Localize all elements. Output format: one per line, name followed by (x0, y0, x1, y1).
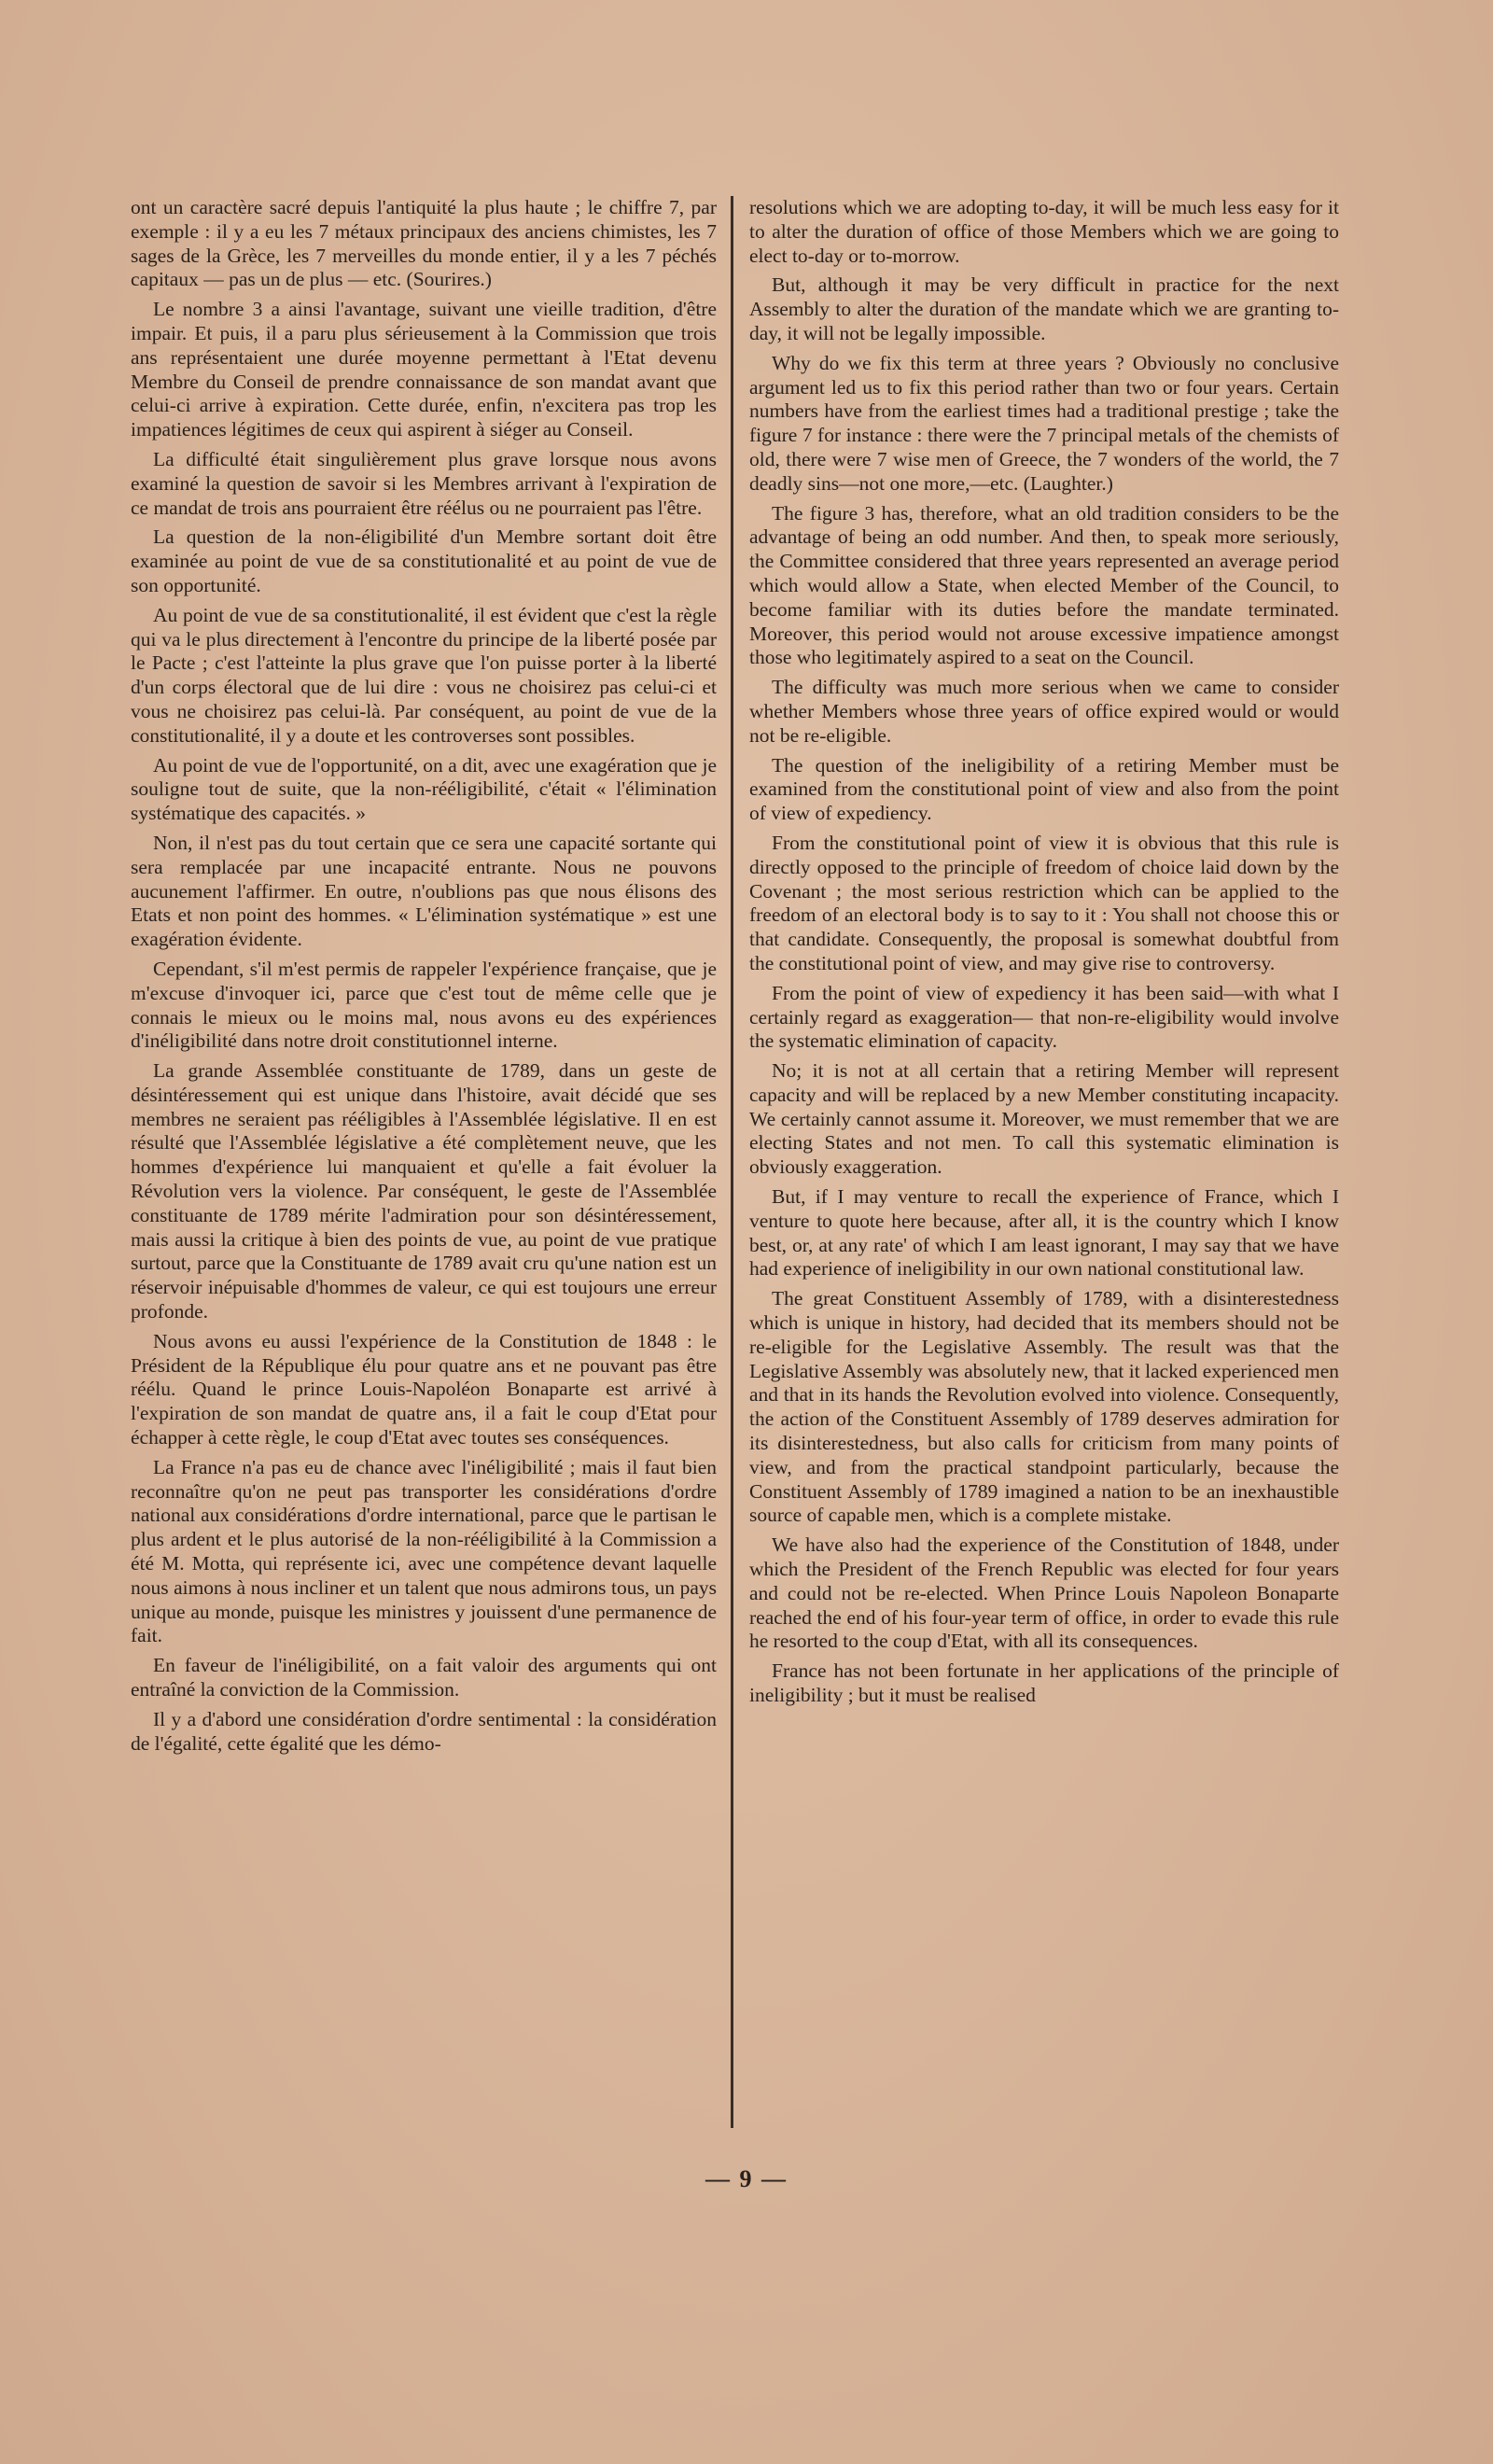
french-paragraph: La difficulté était singulièrement plus grave lorsque nous avons examiné la question de savoir si les Membres arrivant à l'expiration de ce mandat de trois ans pourraient être réélus ou ne pourraient pas l'être. (131, 447, 717, 519)
english-column (749, 196, 1339, 1714)
english-paragraph: No; it is not at all certain that a retiring Member will represent capacity and will be replaced by a new Member constituting incapacity. We certainly cannot assume it. Moreover, we must remember that we are electing States and not men. To call this systematic elimination is obviously exaggeration. (749, 1059, 1339, 1179)
english-paragraph: The question of the ineligibility of a retiring Member must be examined from the constitutional point of view and also from the point of view of expediency. (749, 753, 1339, 825)
french-paragraph: ont un caractère sacré depuis l'antiquité la plus haute ; le chiffre 7, par exemple : il y a eu les 7 métaux principaux des anciens chimistes, les 7 sages de la Grèce, les 7 merveilles du monde entier, il y a les 7 péchés capitaux — pas un de plus — etc. (Sourires.) (131, 196, 717, 291)
english-paragraph: Why do we fix this term at three years ? Obviously no conclusive argument led us to fix this period rather than two or four years. Certain numbers have from the earliest times had a traditional prestige ; take the figure 7 for instance : there were the 7 principal metals of the chemists of old, there were 7 wise men of Greece, the 7 wonders of the world, the 7 deadly sins—not one more,—etc. (Laughter.) (749, 351, 1339, 495)
french-paragraph: Au point de vue de l'opportunité, on a dit, avec une exagération que je souligne tout de suite, que la non-rééligibilité, c'était « l'élimination systématique des capacités. » (131, 753, 717, 825)
english-paragraph: From the constitutional point of view it is obvious that this rule is directly opposed to the principle of freedom of choice laid down by the Covenant ; the most serious restriction which can be applied to the freedom of an electoral body is to say to it : You shall not choose this or that candidate. Consequently, the proposal is somewhat doubtful from the constitutional point of view, and may give rise to controversy. (749, 831, 1339, 974)
english-paragraph: The figure 3 has, therefore, what an old tradition considers to be the advantage of being an odd number. And then, to speak more seriously, the Committee considered that three years represented an average period which would allow a State, when elected Member of the Council, to become familiar with its duties before the mandate terminated. Moreover, this period would not arouse excessive impatience amongst those who legitimately aspired to a seat on the Council. (749, 501, 1339, 669)
english-paragraph: The great Constituent Assembly of 1789, with a disinterestedness which is unique in history, had decided that its members should not be re-eligible for the Legislative Assembly. The result was that the Legislative Assembly was absolutely new, that it lacked experienced men and that in its hands the Revolution evolved into violence. Consequently, the action of the Constituent Assembly of 1789 deserves admiration for its disinterestedness, but also calls for criticism from many points of view, and from the practical standpoint particularly, because the Constituent Assembly of 1789 imagined a nation to be an inexhaustible source of capable men, which is a complete mistake. (749, 1287, 1339, 1527)
english-paragraph: From the point of view of expediency it has been said—with what I certainly regard as exaggeration— that non-re-eligibility would involve the systematic elimination of capacity. (749, 981, 1339, 1053)
french-paragraph: La France n'a pas eu de chance avec l'inéligibilité ; mais il faut bien reconnaître qu'on ne peut pas transporter les considérations d'ordre national aux considérations d'ordre international, parce que le partisan le plus ardent et le plus autorisé de la non-rééligibilité à la Commission a été M. Motta, qui représente ici, avec une compétence devant laquelle nous aimons à nous incliner et un talent que nous admirons tous, un pays unique au monde, puisque les ministres y jouissent d'une permanence de fait. (131, 1455, 717, 1647)
page-number: — 9 — (705, 2165, 788, 2192)
french-paragraph: Au point de vue de sa constitutionalité, il est évident que c'est la règle qui va le plus directement à l'encontre du principe de la liberté posée par le Pacte ; c'est l'atteinte la plus grave que l'on puisse porter à la liberté d'un corps électoral que de lui dire : vous ne choisirez pas celui-ci et vous ne choisirez pas celui-là. Par conséquent, au point de vue de la constitutionalité, il y a doute et les controverses sont possibles. (131, 603, 717, 747)
english-paragraph: France has not been fortunate in her applications of the principle of ineligibility ; but it must be realised (749, 1659, 1339, 1707)
french-column (131, 196, 717, 1761)
english-paragraph: But, if I may venture to recall the experience of France, which I venture to quote here because, after all, it is the country which I know best, or, at any rate' of which I am least ignorant, I may say that we have had experience of ineligibility in our own national constitutional law. (749, 1185, 1339, 1281)
french-paragraph: La grande Assemblée constituante de 1789, dans un geste de désintéressement qui est unique dans l'histoire, avait décidé que ses membres ne seraient pas rééligibles à l'Assemblée législative. Il en est résulté que l'Assemblée législative a été complètement neuve, que les hommes d'expérience lui manquaient et qu'elle a fait évoluer la Révolution vers la violence. Par conséquent, le geste de l'Assemblée constituante de 1789 mérite l'admiration pour son désintéressement, mais aussi la critique à bien des points de vue, au point de vue pratique surtout, parce que la Constituante de 1789 avait cru qu'une nation est un réservoir inépuisable d'hommes de valeur, ce qui est toujours une erreur profonde. (131, 1059, 717, 1323)
french-paragraph: Il y a d'abord une considération d'ordre sentimental : la considération de l'égalité, cette égalité que les démo- (131, 1707, 717, 1755)
french-paragraph: La question de la non-éligibilité d'un Membre sortant doit être examinée au point de vue de sa constitutionalité et au point de vue de son opportunité. (131, 525, 717, 596)
english-paragraph: The difficulty was much more serious when we came to consider whether Members whose three years of office expired would or would not be re-eligible. (749, 676, 1339, 747)
french-paragraph: Non, il n'est pas du tout certain que ce sera une capacité sortante qui sera remplacée par une incapacité entrante. Nous ne pouvons aucunement l'affirmer. En outre, n'oublions pas que nous élisons des Etats et non point des hommes. « L'élimination systématique » est une exagération évidente. (131, 831, 717, 951)
french-paragraph: Nous avons eu aussi l'expérience de la Constitution de 1848 : le Président de la République élu pour quatre ans et ne pouvant pas être réélu. Quand le prince Louis-Napoléon Bonaparte est arrivé à l'expiration de son mandat de quatre ans, il a fait le coup d'Etat pour échapper à cette règle, le coup d'Etat avec toutes ses conséquences. (131, 1329, 717, 1449)
french-paragraph: En faveur de l'inéligibilité, on a fait valoir des arguments qui ont entraîné la conviction de la Commission. (131, 1654, 717, 1701)
column-divider (731, 196, 733, 2128)
french-paragraph: Le nombre 3 a ainsi l'avantage, suivant une vieille tradition, d'être impair. Et puis, il a paru plus sérieusement à la Commission que trois ans représentaient une durée moyenne permettant à l'Etat devenu Membre du Conseil de prendre connaissance de son mandat avant que celui-ci arrive à expiration. Cette durée, enfin, n'excitera pas trop les impatiences légitimes de ceux qui aspirent à siéger au Conseil. (131, 298, 717, 441)
english-paragraph: We have also had the experience of the Constitution of 1848, under which the President of the French Republic was elected for four years and could not be re-elected. When Prince Louis Napoleon Bonaparte reached the end of his four-year term of office, in order to evade this rule he resorted to the coup d'Etat, with all its consequences. (749, 1533, 1339, 1653)
english-paragraph: But, although it may be very difficult in practice for the next Assembly to alter the duration of the mandate which we are granting to-day, it will not be legally impossible. (749, 273, 1339, 344)
french-paragraph: Cependant, s'il m'est permis de rappeler l'expérience française, que je m'excuse d'invoquer ici, parce que c'est tout de même celle que je connais le mieux ou le moins mal, nous avons eu des expériences d'inéligibilité dans notre droit constitutionnel interne. (131, 957, 717, 1053)
english-paragraph: resolutions which we are adopting to-day, it will be much less easy for it to alter the duration of office of those Members which we are going to elect to-day or to-morrow. (749, 196, 1339, 267)
